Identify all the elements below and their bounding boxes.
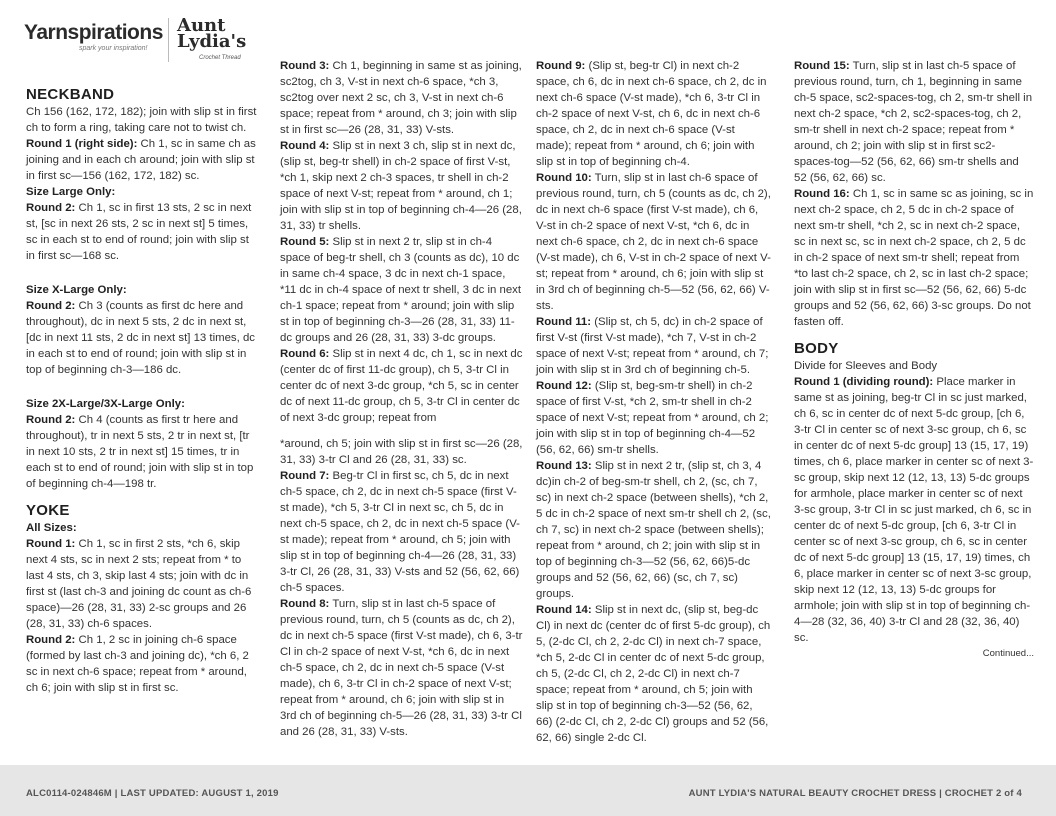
round-label: Round 16: — [794, 188, 850, 200]
round-label: Round 14: — [536, 604, 592, 616]
round-text: Ch 1, sc in same sc as joining, sc in next ch-2 space, ch 2, 5 dc in ch-2 space of next sm-tr shell, *ch 2, sc in next ch-2 space, sc in next sc, sc in next ch-2 space, ch 2, 5 dc in ch-2 space of next sm-tr shell; repeat from — [794, 188, 1034, 264]
logo-divider — [168, 18, 169, 62]
neckband-round-2-xlarge — [26, 298, 258, 378]
neckband-intro: Ch 156 (162, 172, 182); join with slip st in first ch to form a ring, taking care not to twist ch. — [26, 106, 257, 134]
size-2xlarge-heading: Size 2X-Large/3X-Large Only: — [26, 398, 185, 410]
round-text: Turn, slip st in last ch-5 space of previous round, turn, ch 1, beginning in same ch-5 space, sc2-spaces-tog, ch 2, sm-tr shell in next ch-2 space, *ch 2, sc2-spaces-tog, ch 2, sm-tr shell in next ch-2 space; repeat from * around, ch 2; join with slip st in first sc2-spaces-tog—52 (56, 62, 66) sm-tr shells and 52 (56, 62, 66) sc. — [794, 60, 1033, 184]
brand-logos — [24, 15, 254, 64]
round-label: Round 1: — [26, 538, 76, 550]
neckband-round-1 — [26, 136, 258, 184]
round-label: Round 4: — [280, 140, 330, 152]
yoke-round-16-continued: *to last ch-2 space, ch 2, sc in last ch-2 space; join with slip st in first sc—52 (56, 62, 66) 5-dc groups and 52 (56, 62, 66) 3-sc groups. Do not fasten off. — [794, 268, 1031, 328]
round-text: (Slip st, beg-sm-tr shell) in ch-2 space of first V-st, *ch 2, sm-tr shell in ch-2 space of next V-st; repeat from * around, ch 2; join with slip st in top of beginning ch-4—52 (56, 62, 66) sm-tr shells. — [536, 380, 769, 456]
yoke-round-3 — [280, 58, 523, 138]
yoke-round-16 — [794, 186, 1034, 266]
round-label: Round 3: — [280, 60, 330, 72]
continued-note: Continued... — [982, 648, 1034, 659]
size-large-heading: Size Large Only: — [26, 186, 116, 198]
yoke-round-2 — [26, 632, 258, 696]
round-text: Ch 4 (counts as first tr here and throughout), tr in next 5 sts, 2 tr in next st, [tr in next 10 sts, 2 tr in next st] 15 times, tr in each st to end of round; join with slip st in top of beginning ch-4—198 tr. — [26, 414, 254, 490]
yoke-round-4 — [280, 138, 523, 234]
round-text: (Slip st, beg-tr Cl) in next ch-2 space, ch 6, dc in next ch-6 space, ch 2, dc in next ch-6 space (V-st made), *ch 6, 3-tr Cl in ch-2 space of next V-st, ch 6, dc in next ch-6 space, ch 2, dc in next ch-6 space (V-st made); repeat from * around, ch 6; join with slip st in top of beginning ch-4. — [536, 60, 767, 168]
round-label: Round 2: — [26, 414, 76, 426]
yoke-round-14 — [536, 602, 771, 746]
yarnspirations-tagline: spark your inspiration! — [79, 45, 148, 52]
yoke-round-8 — [280, 596, 523, 740]
section-heading-yoke: YOKE — [26, 502, 70, 519]
round-label: Round 2: — [26, 202, 76, 214]
yoke-round-6 — [280, 346, 523, 426]
round-text: Turn, slip st in last ch-5 space of previous round, turn, ch 5 (counts as dc, ch 2), dc in next ch-5 space (first V-st made), ch 6, 3-tr Cl in ch-2 space of next V-st, *ch 6, dc in next ch-5 space, ch 2, dc in next ch-5 space (V-st made), ch 6, 3-tr Cl in ch-2 space of next V-st; repeat from * around, ch 6; join with slip st in 3rd ch of beginning ch-5—26 (28, 31, 33) 3-tr Cl and 26 (28, 31, 33) V-sts. — [280, 598, 523, 738]
column-3 — [536, 58, 771, 746]
column-2 — [280, 58, 523, 740]
round-label: Round 8: — [280, 598, 330, 610]
neckband-round-2-2xlarge — [26, 412, 258, 492]
round-label: Round 1 (right side): — [26, 138, 138, 150]
round-text: Slip st in next 3 ch, slip st in next dc, (slip st, beg-tr shell) in ch-2 space of first V-st, *ch 1, skip next 2 ch-3 spaces, tr shell in ch-2 space of next V-st; repeat from * around, ch 1; join with slip st in top of beginning ch-4—26 (28, 31, 33) tr shells. — [280, 140, 522, 232]
round-label: Round 11: — [536, 316, 592, 328]
round-text: Slip st in next 2 tr, (slip st, ch 3, 4 dc)in ch-2 of beg-sm-tr shell, ch 2, (sc, ch 7, sc) in next ch-2 space (between shells), *ch 2, 5 dc in ch-2 space of next sm-tr shell ch 2, (sc, ch 7, sc) in next ch-2 space (between shells); repeat from * around, ch 2; join with slip st in top of beginning ch-3—52 (56, 62, 66)5-dc groups and 52 (56, 62, 66) (sc, ch 7, sc) groups. — [536, 460, 771, 600]
size-xlarge-heading: Size X-Large Only: — [26, 284, 127, 296]
yoke-round-13 — [536, 458, 771, 602]
yoke-round-10 — [536, 170, 771, 314]
section-heading-neckband: NECKBAND — [26, 86, 115, 103]
round-text: Slip st in next 2 tr, slip st in ch-4 space of beg-tr shell, ch 3 (counts as dc), 10 dc in same ch-4 space, 3 dc in next ch-1 space, *11 dc in ch-4 space of next tr shell, 3 dc in next ch-1 space; repeat from * around; join with slip st in top of beginning ch-3—26 (28, 31, 33) 11-dc groups and 26 (28, 31, 33) 3-dc groups. — [280, 236, 522, 344]
round-text: Place marker in same st as joining, beg-tr Cl in sc just marked, ch 6, sc in center dc of next 5-dc group, [ch 6, 3-tr Cl in center sc of next 3-sc group, ch 6, sc in center dc of next 5-dc group] 13 (15, 17, 19) times, ch 6, place marker in center sc of next 3-sc group, skip next 12 (12, 13, 13) 5-dc groups for armhole, place marker in center sc of next 3-sc group, 3-tr Cl in sc just marked, ch 6, sc in center dc of next 5-dc group, [ch 6, 3-tr Cl in center sc of next 3-sc group, ch 6, sc in center dc of next 5-dc group] 13 (15, 17, 19) times, ch 6, place marker in center sc of next 3-sc group, skip next 12 (12, 13, 13) 5-dc groups for armhole; join with slip st in top of beginning ch-4—28 (32, 36, 40) 3-tr Cl and 28 (32, 36, 40) sc. — [794, 376, 1034, 644]
yoke-round-9 — [536, 58, 771, 170]
yarnspirations-logo: Yarnspirations — [24, 21, 163, 44]
round-label: Round 10: — [536, 172, 592, 184]
body-round-1 — [794, 374, 1034, 646]
round-text: Ch 1, sc in same ch as joining and in each ch around; join with slip st in first sc—156 (162, 172, 182) sc. — [26, 138, 256, 182]
yoke-round-12 — [536, 378, 771, 458]
round-text: Ch 1, sc in first 2 sts, *ch 6, skip next 4 sts, sc in next 2 sts; repeat from * to last 4 sts, ch 3, skip last 4 sts; join with dc in first st (last ch-3 and joining dc count as ch-6 space)—26 (28, 31, 33) 2-sc groups and 26 (28, 31, 33) ch-6 spaces. — [26, 538, 252, 630]
section-heading-body: BODY — [794, 340, 839, 357]
column-1 — [26, 86, 258, 696]
body-intro: Divide for Sleeves and Body — [794, 360, 938, 372]
round-label: Round 2: — [26, 300, 76, 312]
all-sizes-heading: All Sizes: — [26, 522, 77, 534]
round-text: Ch 3 (counts as first dc here and throughout), dc in next 5 sts, 2 dc in next st, [dc in next 11 sts, 2 dc in next st] 13 times, dc in each st to end of round; join with slip st in top of beginning ch-3—186 dc. — [26, 300, 255, 376]
round-label: Round 13: — [536, 460, 592, 472]
footer-page-title: AUNT LYDIA'S NATURAL BEAUTY CROCHET DRESS | CROCHET 2 of 4 — [688, 788, 1022, 799]
yoke-round-6-continued: *around, ch 5; join with slip st in first sc—26 (28, 31, 33) 3-tr Cl and 26 (28, 31, 33) sc. — [280, 438, 523, 466]
round-text: Slip st in next dc, (slip st, beg-dc Cl) in next dc (center dc of first 5-dc group), ch 5, (2-dc Cl, ch 2, 2-dc Cl) in next ch-7 space, *ch 5, 2-dc Cl in center dc of next 5-dc group, ch 5, (2-dc Cl, ch 2, 2-dc Cl) in next ch-7 space; repeat from * around, ch 5; join with slip st in top of beginning ch-3—52 (56, 62, 66) (2-dc Cl, ch 2, 2-dc Cl) groups and 52 (56, 62, 66) single 2-dc Cl. — [536, 604, 771, 744]
column-4 — [794, 58, 1034, 662]
yoke-round-7 — [280, 468, 523, 596]
round-label: Round 2: — [26, 634, 76, 646]
round-label: Round 7: — [280, 470, 330, 482]
yoke-round-15 — [794, 58, 1034, 186]
aunt-lydias-logo: Aunt Lydia's — [177, 15, 247, 52]
round-label: Round 5: — [280, 236, 330, 248]
round-text: (Slip st, ch 5, dc) in ch-2 space of first V-st (first V-st made), *ch 7, V-st in ch-2 space of next V-st; repeat from * around, ch 7; join with slip st in 3rd ch of beginning ch-5. — [536, 316, 769, 376]
round-text: Beg-tr Cl in first sc, ch 5, dc in next ch-5 space, ch 2, dc in next ch-5 space (first V-st made), *ch 5, 3-tr Cl in next sc, ch 5, dc in next ch-5 space, ch 2, dc in next ch-5 space (V-st made); repeat from * around, ch 5; join with slip st in top of beginning ch-4—26 (28, 31, 33) 3-tr Cl, 26 (28, 31, 33) V-sts and 52 (56, 62, 66) ch-5 spaces. — [280, 470, 520, 594]
round-label: Round 6: — [280, 348, 330, 360]
round-label: Round 15: — [794, 60, 850, 72]
round-label: Round 9: — [536, 60, 586, 72]
footer-document-code: ALC0114-024846M | LAST UPDATED: AUGUST 1, 2019 — [26, 788, 279, 799]
crochet-thread-label: Crochet Thread — [199, 55, 241, 61]
round-text: Slip st in next 4 dc, ch 1, sc in next dc (center dc of first 11-dc group), ch 5, 3-tr Cl in center dc of next 3-dc group, *ch 5, sc in center dc of next 11-dc group, ch 5, 3-tr Cl in center dc of next 3-dc group; repeat from — [280, 348, 523, 424]
round-text: Turn, slip st in last ch-6 space of previous round, turn, ch 5 (counts as dc, ch 2), dc in next ch-6 space (first V-st made), ch 6, V-st in ch-2 space of next V-st, *ch 6, dc in next ch-6 space, ch 2, dc in next ch-6 space (V-st made), ch 6, V-st in ch-2 space of next V-st; repeat from * around, ch 6; join with slip st in 3rd ch of beginning ch-5—52 (56, 62, 66) V-sts. — [536, 172, 771, 312]
yoke-round-5 — [280, 234, 523, 346]
round-text: Ch 1, 2 sc in joining ch-6 space (formed by last ch-3 and joining dc), *ch 6, 2 sc in next ch-6 space; repeat from * around, ch 6; join with slip st in first sc. — [26, 634, 249, 694]
page-footer — [0, 765, 1056, 816]
round-text: Ch 1, sc in first 13 sts, 2 sc in next st, [sc in next 26 sts, 2 sc in next st] 5 times, sc in each st to end of round; join with slip st in first sc—168 sc. — [26, 202, 252, 262]
neckband-round-2-large — [26, 200, 258, 264]
round-label: Round 12: — [536, 380, 592, 392]
yoke-round-1 — [26, 536, 258, 632]
yoke-round-11 — [536, 314, 771, 378]
round-text: Ch 1, beginning in same st as joining, sc2tog, ch 3, V-st in next ch-6 space, *ch 3, sc2tog over next 2 sc, ch 3, V-st in next ch-6 space; repeat from * around, ch 3; join with slip st in first sc—26 (28, 31, 33) V-sts. — [280, 60, 522, 136]
round-label: Round 1 (dividing round): — [794, 376, 934, 388]
